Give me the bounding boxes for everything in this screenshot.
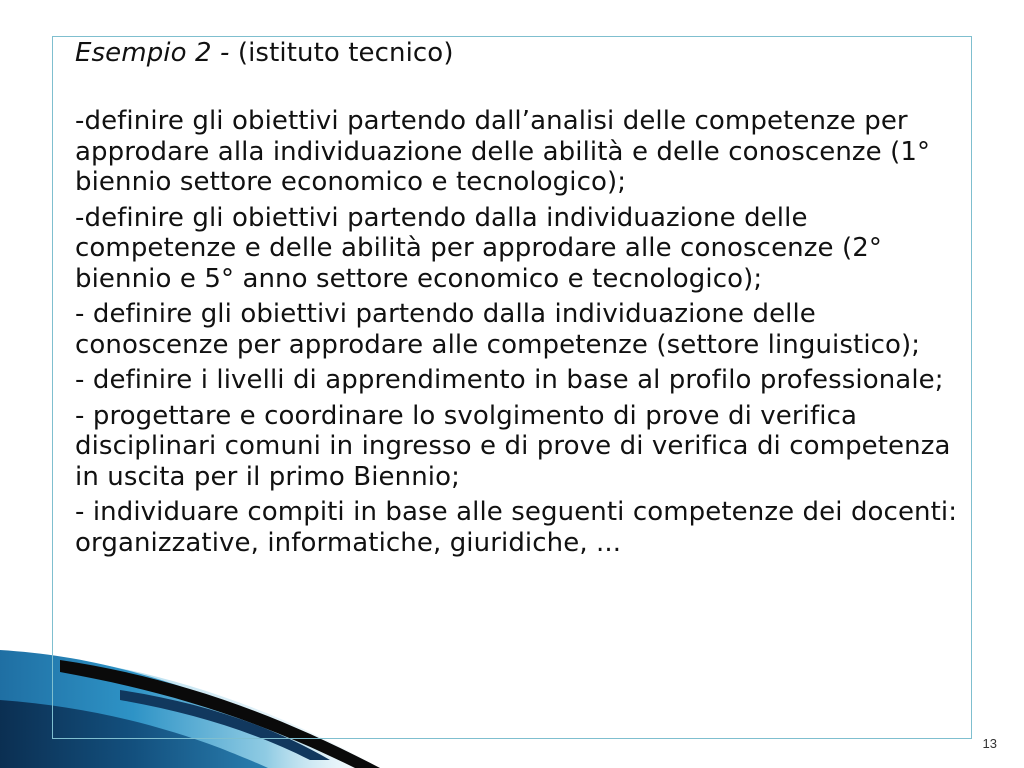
slide-text-area: [75, 36, 960, 563]
paragraph-4: - definire i livelli di apprendimento in base al profilo professionale;: [75, 365, 944, 395]
paragraph-1: -definire gli obiettivi partendo dall’analisi delle competenze per approdare alla individuazione delle abilità e delle conoscenze (1° biennio settore economico e tecnologico);: [75, 106, 931, 197]
paragraph-5: - progettare e coordinare lo svolgimento di prove di verifica disciplinari comuni in ingresso e di prove di verifica di competenza in uscita per il primo Biennio;: [75, 400, 951, 492]
paragraph-3: - definire gli obiettivi partendo dalla individuazione delle conoscenze per approdare alle competenze (settore linguistico);: [75, 299, 921, 360]
page-number: 13: [982, 736, 997, 751]
slide-heading: [75, 36, 960, 70]
paragraph-2: -definire gli obiettivi partendo dalla individuazione delle competenze e delle abilità per approdare alle conoscenze (2° biennio e 5° anno settore economico e tecnologico);: [75, 202, 882, 294]
heading-subtitle: (istituto tecnico): [237, 38, 454, 68]
paragraph-6: - individuare compiti in base alle seguenti competenze dei docenti: organizzative, informatiche, giuridiche, ...: [75, 497, 958, 558]
heading-italic: Esempio 2 -: [75, 38, 238, 68]
